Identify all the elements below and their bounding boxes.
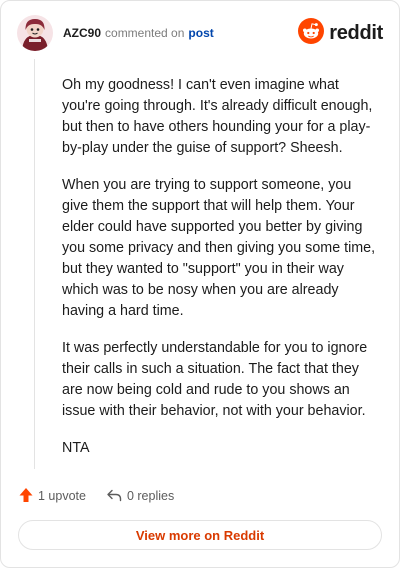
- comment-meta: [63, 26, 214, 40]
- reddit-logo[interactable]: [298, 19, 383, 47]
- comment-paragraph: NTA: [62, 440, 90, 456]
- post-link[interactable]: post: [188, 26, 214, 40]
- reddit-snoo-icon: [298, 18, 324, 49]
- commented-on-text: commented on: [105, 26, 185, 40]
- upvote-arrow-icon: [19, 487, 33, 506]
- avatar[interactable]: [17, 15, 53, 51]
- reply-count: 0 replies: [126, 489, 175, 503]
- comment-body: [62, 75, 380, 475]
- username[interactable]: AZC90: [63, 26, 102, 40]
- replies-button[interactable]: [106, 488, 174, 505]
- upvote-button[interactable]: [19, 487, 86, 506]
- comment-paragraph: Oh my goodness! I can't even imagine what you're going through. It's already difficult enough, but then to have others hounding your for a play-by-play under the guise of support? Sheesh.: [62, 77, 373, 156]
- view-more-on-reddit-button[interactable]: View more on Reddit: [18, 520, 382, 550]
- comment-paragraph: When you are trying to support someone, you give them the support that will help them. Your elder could have supported you better by giving you some privacy and then giving you some time, but they wanted to "support" you in their way which was to be nosy when you are already having a hard time.: [62, 177, 376, 319]
- comment-actions: [19, 486, 174, 506]
- comment-header: [17, 15, 383, 55]
- upvote-count: 1 upvote: [38, 489, 86, 503]
- comment-paragraph: It was perfectly understandable for you to ignore their calls in such a situation. The fact that they are now being cold and rude to you shows an issue with their behavior, not with your behavior.: [62, 340, 368, 419]
- reply-arrow-icon: [106, 488, 122, 505]
- thread-line: [34, 59, 35, 469]
- reddit-wordmark: reddit: [329, 21, 383, 44]
